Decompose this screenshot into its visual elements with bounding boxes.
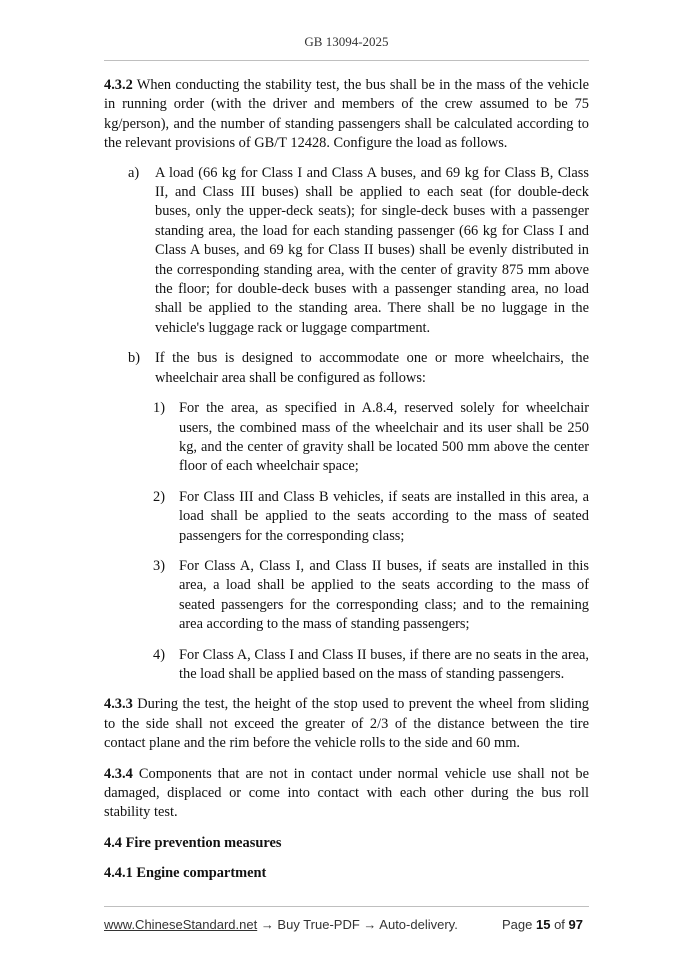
sub-item-1: [104, 399, 589, 477]
list-item-text: If the bus is designed to accommodate one or more wheelchairs, the wheelchair area shall be configured as follows:: [155, 350, 589, 386]
section-heading-4-4-1: 4.4.1 Engine compartment: [104, 865, 267, 882]
total-pages: 97: [568, 917, 583, 932]
footer-promo: [104, 917, 458, 932]
clause-number: 4.3.4: [104, 765, 133, 782]
sub-item-text: For the area, as specified in A.8.4, reserved solely for wheelchair users, the combined mass of the wheelchair and its user shall be 250 kg, and the center of gravity shall be located 500 mm above the center floor of each wheelchair space;: [179, 400, 589, 475]
footer-divider: [104, 906, 589, 907]
clause-number: 4.3.2: [104, 77, 133, 93]
sub-marker: 1): [153, 400, 165, 417]
list-marker: b): [128, 350, 140, 367]
footer-promo-text: → Buy True-PDF → Auto-delivery.: [257, 917, 458, 932]
list-item-text: A load (66 kg for Class I and Class A buses, and 69 kg for Class B, Class II, and Class III buses) shall be applied to each seat (for double-deck buses, only the upper-deck seats); for single-deck buses with a passenger standing area, the load for each standing passenger (66 kg for Class I and Class A buses, and 69 kg for Class II buses) shall be evenly distributed in the corresponding standing area, with the center of gravity 875 mm above the floor; for double-deck buses with a passenger standing area, no load shall be applied to the standing area. There shall be no luggage in the vehicle's luggage rack or luggage compartment.: [155, 164, 589, 336]
header-divider: [104, 60, 589, 61]
page-number: [502, 917, 583, 932]
sub-item-2: [104, 488, 589, 546]
clause-text: Components that are not in contact under normal vehicle use shall not be damaged, displaced or come into contact with each other during the bus roll stability test.: [104, 765, 589, 821]
sub-item-text: For Class III and Class B vehicles, if seats are installed in this area, a load shall be applied to the seats according to the mass of seated passengers for the corresponding class;: [179, 488, 589, 544]
sub-item-text: For Class A, Class I and Class II buses, if there are no seats in the area, the load shall be applied based on the mass of standing passengers.: [179, 646, 589, 682]
sub-item-3: [104, 557, 589, 635]
clause-4-3-4: [104, 765, 589, 823]
list-item-b: [104, 349, 589, 388]
sub-item-4: [104, 646, 589, 685]
section-heading-4-4: 4.4 Fire prevention measures: [104, 834, 282, 851]
sub-marker: 3): [153, 557, 165, 574]
document-body: [104, 72, 589, 884]
clause-4-3-2: [104, 76, 589, 154]
clause-text: During the test, the height of the stop used to prevent the wheel from sliding to the side shall not exceed the greater of 2/3 of the distance between the tire contact plane and the rim before the vehicle rolls to the side and 60 mm.: [104, 696, 589, 752]
current-page: 15: [535, 917, 551, 932]
site-link[interactable]: www.ChineseStandard.net: [104, 917, 258, 932]
list-item-a: [104, 164, 589, 339]
clause-text: When conducting the stability test, the bus shall be in the mass of the vehicle in running order (with the driver and members of the crew assumed to be 75 kg/person), and the number of standing passengers shall be calculated according to the relevant provisions of GB/T 12428. Configure the load as follows.: [104, 77, 589, 152]
clause-4-3-3: [104, 695, 589, 753]
list-marker: a): [128, 164, 140, 181]
of-label: of: [550, 917, 569, 932]
sub-item-text: For Class A, Class I, and Class II buses, if seats are installed in this area, a load shall be applied to the seats according to the mass of seated passengers for the corresponding class; and to the remaining area according to the mass of standing passengers;: [179, 557, 589, 633]
sub-marker: 4): [153, 646, 165, 663]
sub-marker: 2): [153, 488, 165, 505]
clause-number: 4.3.3: [104, 696, 133, 713]
page-label: Page: [502, 917, 536, 932]
document-header: GB 13094-2025: [304, 34, 389, 49]
